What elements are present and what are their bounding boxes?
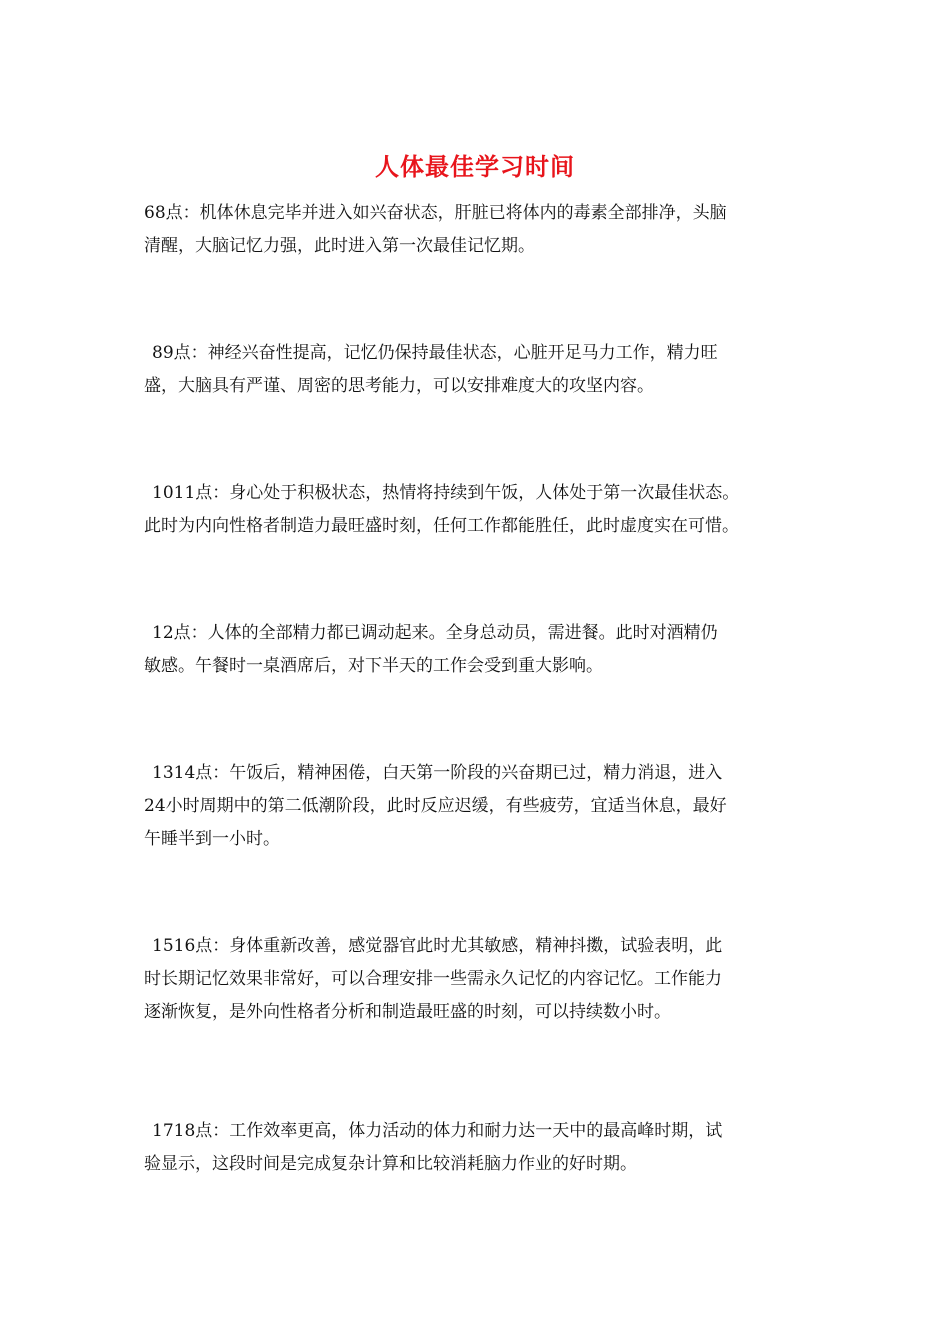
paragraph-line: 逐渐恢复，是外向性格者分析和制造最旺盛的时刻，可以持续数小时。	[144, 1002, 671, 1022]
paragraph-line: 89点：神经兴奋性提高，记忆仍保持最佳状态，心脏开足马力工作，精力旺	[152, 343, 718, 363]
paragraph-17-18	[144, 1115, 814, 1181]
paragraph-line: 清醒，大脑记忆力强，此时进入第一次最佳记忆期。	[144, 236, 535, 256]
paragraph-8-9	[144, 337, 814, 403]
document-title: 人体最佳学习时间	[375, 152, 575, 181]
paragraph-10-11	[144, 477, 814, 543]
paragraph-line: 盛，大脑具有严谨、周密的思考能力，可以安排难度大的攻坚内容。	[144, 376, 654, 396]
paragraph-line: 1718点：工作效率更高，体力活动的体力和耐力达一天中的最高峰时期，试	[152, 1121, 723, 1141]
paragraph-line: 时长期记忆效果非常好，可以合理安排一些需永久记忆的内容记忆。工作能力	[144, 969, 722, 989]
paragraph-line: 此时为内向性格者制造力最旺盛时刻，任何工作都能胜任，此时虚度实在可惜。	[144, 516, 739, 536]
paragraph-15-16	[144, 930, 814, 1029]
paragraph-line: 24小时周期中的第二低潮阶段，此时反应迟缓，有些疲劳，宜适当休息，最好	[144, 796, 727, 816]
paragraph-line: 1011点：身心处于积极状态，热情将持续到午饭，人体处于第一次最佳状态。	[152, 483, 740, 503]
paragraph-line: 1314点：午饭后，精神困倦，白天第一阶段的兴奋期已过，精力消退，进入	[152, 763, 723, 783]
paragraph-13-14	[144, 757, 814, 856]
paragraph-line: 午睡半到一小时。	[144, 829, 280, 849]
paragraph-12	[144, 617, 814, 683]
paragraph-line: 1516点：身体重新改善，感觉器官此时尤其敏感，精神抖擞，试验表明，此	[152, 936, 723, 956]
paragraph-6-8	[144, 197, 814, 263]
paragraph-line: 68点：机体休息完毕并进入如兴奋状态，肝脏已将体内的毒素全部排净，头脑	[144, 203, 727, 223]
paragraph-line: 敏感。午餐时一桌酒席后，对下半天的工作会受到重大影响。	[144, 656, 603, 676]
paragraph-line: 验显示，这段时间是完成复杂计算和比较消耗脑力作业的好时期。	[144, 1154, 637, 1174]
paragraph-line: 12点：人体的全部精力都已调动起来。全身总动员，需进餐。此时对酒精仍	[152, 623, 718, 643]
